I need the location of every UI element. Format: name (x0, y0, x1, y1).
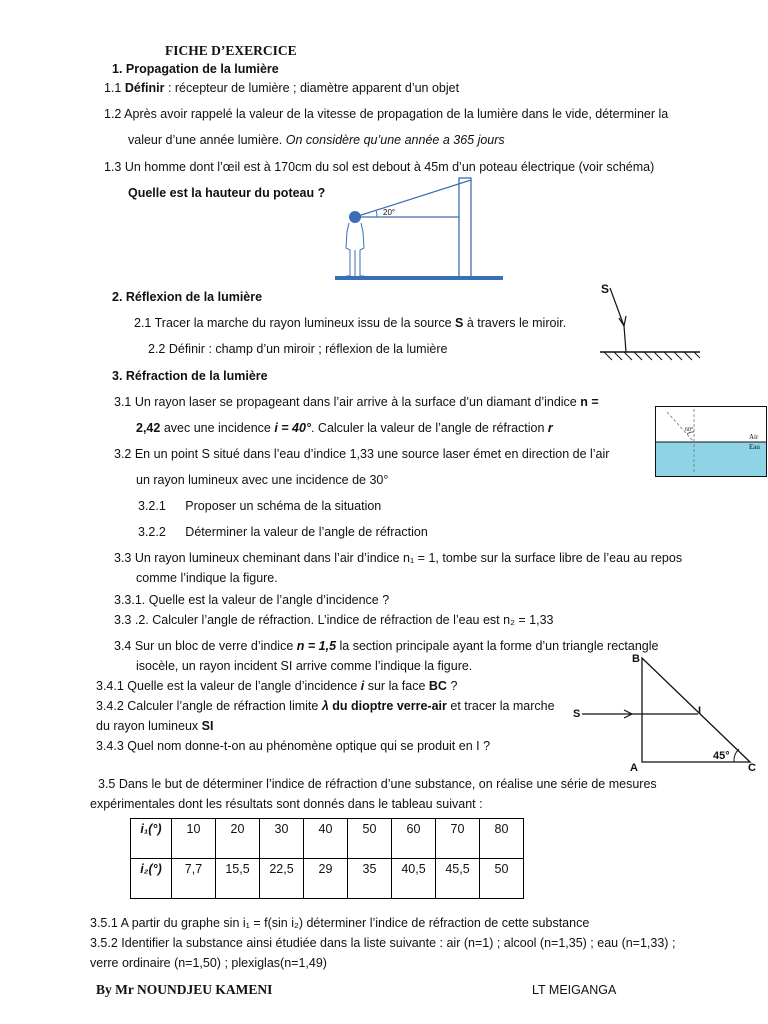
question-3-5-1: 3.5.1 A partir du graphe sin i₁ = f(sin i₂) déterminer l’indice de réfraction de cette substance (90, 916, 590, 930)
incidence-value: i = 40° (274, 421, 311, 435)
question-3-3-line2: comme l’indique la figure. (136, 571, 278, 585)
question-text: 3.4.1 Quelle est la valeur de l’angle d’incidence (96, 679, 358, 693)
question-3-3-2: 3.3 .2. Calculer l’angle de réfraction. L’indice de réfraction de l’eau est n₂ = 1,33 (114, 613, 554, 627)
pole (459, 178, 471, 278)
table-cell: 80 (480, 819, 524, 859)
page-title: FICHE D’EXERCICE (165, 43, 297, 58)
question-keyword: Définir (124, 81, 165, 95)
water-label: Eau (749, 443, 760, 451)
table-cell: 35 (348, 859, 392, 899)
table-cell: 7,7 (172, 859, 216, 899)
question-text: sur la face (367, 679, 426, 693)
question-3-3-1: 3.3.1. Quelle est la valeur de l’angle d’incidence ? (114, 593, 390, 607)
author-credit: By Mr NOUNDJEU KAMENI (96, 982, 273, 997)
table-cell: 50 (348, 819, 392, 859)
question-text: la section principale ayant la forme d’un triangle rectangle (339, 639, 659, 653)
table-cell: 15,5 (216, 859, 260, 899)
table-row (131, 859, 524, 899)
man-body (346, 223, 364, 276)
incident-ray (610, 288, 624, 326)
table-cell: 50 (480, 859, 524, 899)
question-3-5-2-line2: verre ordinaire (n=1,50) ; plexiglas(n=1,49) (90, 956, 327, 970)
angle-arc (376, 210, 377, 217)
question-1-2-line2 (128, 132, 505, 148)
row-label: i₂(°) (131, 859, 172, 899)
question-text: valeur d’une année lumière. (128, 133, 283, 147)
school-name: LT MEIGANGA (532, 983, 617, 997)
row-label: i₁(°) (131, 819, 172, 859)
question-number: 3.2.1 (138, 499, 166, 513)
table-cell: 70 (436, 819, 480, 859)
table-cell: 40 (304, 819, 348, 859)
dioptre-label: du dioptre verre-air (332, 699, 447, 713)
table-row (131, 819, 524, 859)
mirror-figure (596, 280, 706, 365)
ray-label: SI (201, 719, 214, 733)
index-value: 2,42 (136, 421, 161, 435)
question-text: ? (450, 679, 458, 693)
air-water-figure (655, 406, 768, 479)
vertex-b-label: B (632, 653, 640, 665)
lambda-symbol: λ (321, 699, 329, 713)
question-3-5-2-line1: 3.5.2 Identifier la substance ainsi étudiée dans la liste suivante : air (n=1) ; alcool (n=1,35) ; eau (n=1,33) ; (90, 936, 676, 950)
question-1-1 (104, 80, 459, 96)
question-text: 2.1 Tracer la marche du rayon lumineux issu de la source (134, 316, 452, 330)
sight-line-top (355, 180, 471, 217)
question-text: 3.1 Un rayon laser se propageant dans l’air arrive à la surface d’un diamant d’indice (114, 395, 577, 409)
question-1-3-line1: 1.3 Un homme dont l’œil est à 170cm du sol est debout à 45m d’un poteau électrique (voir schéma) (104, 160, 655, 174)
question-1-2-line1: 1.2 Après avoir rappelé la valeur de la vitesse de propagation de la lumière dans le vide, déterminer la (104, 107, 669, 121)
question-3-4-2-line2 (96, 718, 213, 734)
question-1-3-line2: Quelle est la hauteur du poteau ? (128, 186, 326, 200)
source-s-label: S (601, 282, 610, 296)
section-2-heading: 2. Réflexion de la lumière (112, 290, 263, 304)
eye-dot (349, 211, 361, 223)
prism-outline (642, 658, 750, 762)
table-cell: 20 (216, 819, 260, 859)
question-text: à travers le miroir. (466, 316, 567, 330)
question-3-4-3: 3.4.3 Quel nom donne-t-on au phénomène optique qui se produit en I ? (96, 739, 491, 753)
question-text: : récepteur de lumière ; diamètre apparent d’un objet (164, 81, 460, 95)
question-3-3-line1: 3.3 Un rayon lumineux cheminant dans l’air d’indice n₁ = 1, tombe sur la surface libre de l’eau au repos (114, 551, 683, 565)
vertex-c-label: C (748, 762, 756, 774)
glass-prism-figure (568, 650, 763, 775)
index-value: n = 1,5 (296, 639, 337, 653)
face-label: BC (428, 679, 447, 693)
question-text: du rayon lumineux (96, 719, 199, 733)
ray-continued (624, 326, 626, 352)
question-3-2-line1: 3.2 En un point S situé dans l’eau d’indice 1,33 une source laser émet en direction de l’air (114, 447, 610, 461)
table-cell: 40,5 (392, 859, 436, 899)
question-hint: On considère qu’une année a 365 jours (285, 133, 505, 147)
air-label: Air (749, 433, 759, 441)
refraction-symbol: r (547, 421, 553, 435)
question-text: avec une incidence (163, 421, 271, 435)
angle-label: 20° (383, 208, 396, 217)
section-1-heading: 1. Propagation de la lumière (112, 62, 279, 76)
question-3-2-1 (138, 498, 381, 514)
angle-label: 45° (713, 750, 730, 762)
question-3-4-2-line1 (96, 698, 555, 714)
question-number: 3.2.2 (138, 525, 166, 539)
vertex-a-label: A (630, 762, 638, 774)
angle-label: 60° (685, 427, 694, 433)
point-i-label: I (698, 705, 702, 717)
question-3-5-line1: 3.5 Dans le but de déterminer l’indice de réfraction d’une substance, on réalise une série de mesures (98, 777, 657, 791)
source-label: S (455, 316, 464, 330)
question-2-1 (134, 315, 566, 331)
section-3-heading: 3. Réfraction de la lumière (112, 369, 268, 383)
table-cell: 60 (392, 819, 436, 859)
table-cell: 22,5 (260, 859, 304, 899)
question-2-2: 2.2 Définir : champ d’un miroir ; réflexion de la lumière (148, 342, 448, 356)
mirror-hatching (604, 352, 700, 360)
man-pole-figure (335, 170, 505, 285)
question-3-1-line2 (136, 420, 553, 436)
question-text: 3.4 Sur un bloc de verre d’indice (114, 639, 294, 653)
question-text: 3.4.2 Calculer l’angle de réfraction limite (96, 699, 319, 713)
question-3-4-line2: isocèle, un rayon incident SI arrive comme l’indique la figure. (136, 659, 473, 673)
question-3-5-line2: expérimentales dont les résultats sont donnés dans le tableau suivant : (90, 797, 483, 811)
index-label: n = (580, 395, 599, 409)
question-3-1-line1 (114, 394, 599, 410)
table-cell: 10 (172, 819, 216, 859)
table-cell: 30 (260, 819, 304, 859)
question-number: 1.1 (104, 81, 122, 95)
question-text: . Calculer la valeur de l’angle de réfraction (310, 421, 545, 435)
question-3-2-2 (138, 524, 428, 540)
question-3-2-line2: un rayon lumineux avec une incidence de 30° (136, 473, 389, 487)
measurement-table (130, 818, 524, 899)
question-text: Déterminer la valeur de l’angle de réfraction (185, 525, 428, 539)
question-text: Proposer un schéma de la situation (185, 499, 382, 513)
incidence-symbol: i (360, 679, 365, 693)
question-3-4-1 (96, 678, 457, 694)
table-cell: 45,5 (436, 859, 480, 899)
source-s-label: S (573, 708, 581, 720)
question-text: et tracer la marche (450, 699, 555, 713)
table-cell: 29 (304, 859, 348, 899)
